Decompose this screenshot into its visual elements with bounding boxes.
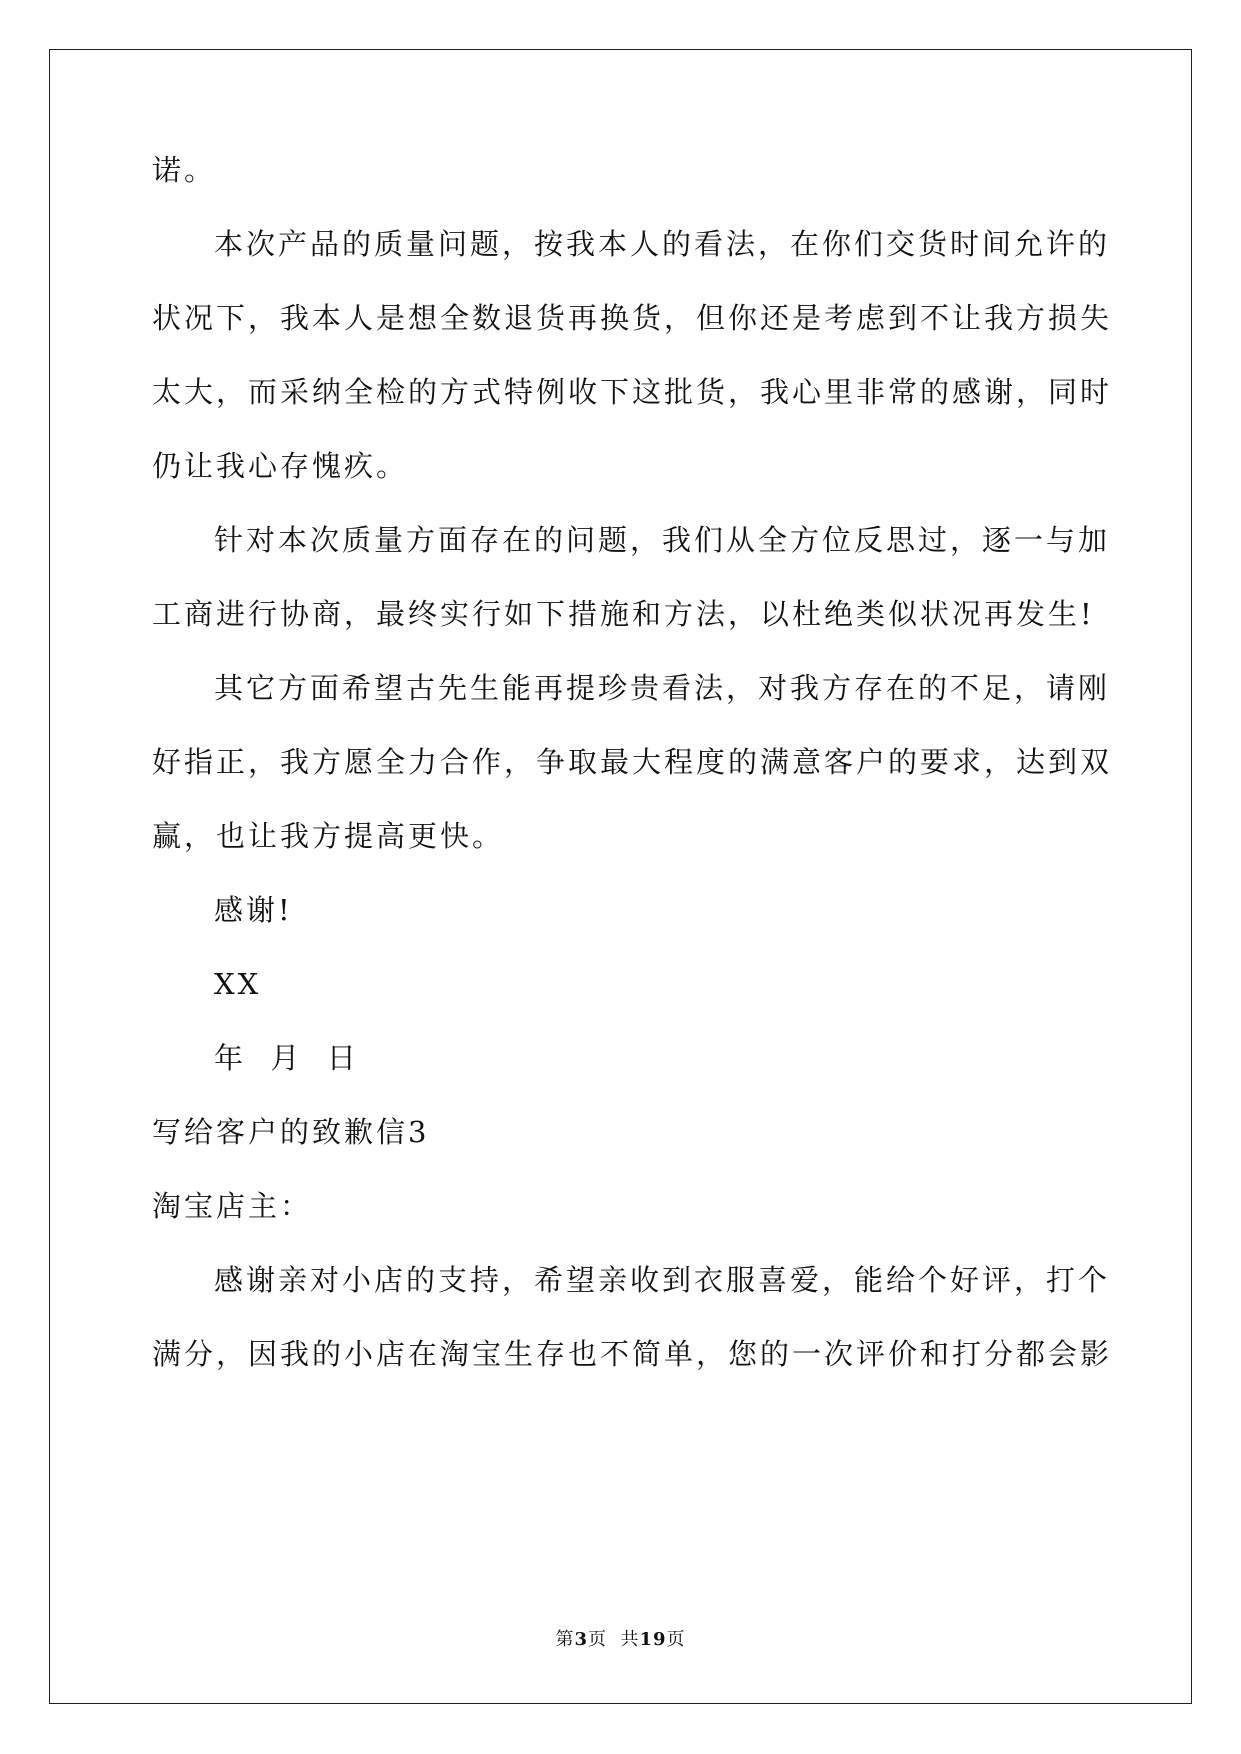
text-line: 仍让我心存愧疚。: [152, 449, 409, 483]
footer-middle: 页 共: [588, 1629, 640, 1650]
text-line: 诺。: [152, 153, 217, 187]
text-line: 感谢!: [214, 893, 293, 927]
text-line: 状况下，我本人是想全数退货再换货，但你还是考虑到不让我方损失: [152, 301, 1113, 335]
salutation: 淘宝店主：: [152, 1189, 313, 1223]
text-line: 太大，而采纳全检的方式特例收下这批货，我心里非常的感谢，同时: [152, 375, 1113, 409]
footer-prefix: 第: [555, 1629, 575, 1650]
text-line: 针对本次质量方面存在的问题，我们从全方位反思过，逐一与加: [214, 523, 1111, 557]
text-line: 感谢亲对小店的支持，希望亲收到衣服喜爱，能给个好评，打个: [214, 1263, 1111, 1297]
text-line: 本次产品的质量问题，按我本人的看法，在你们交货时间允许的: [214, 227, 1111, 261]
text-line: 满分，因我的小店在淘宝生存也不简单，您的一次评价和打分都会影: [152, 1337, 1113, 1371]
section-heading: 写给客户的致歉信3: [152, 1115, 430, 1149]
page-footer: [0, 1625, 1241, 1651]
footer-total-pages: 19: [639, 1629, 667, 1650]
text-line: XX: [214, 967, 262, 1001]
text-line: 工商进行协商，最终实行如下措施和方法，以杜绝类似状况再发生!: [152, 597, 1095, 631]
footer-page-number: 3: [574, 1629, 588, 1650]
text-line: 赢，也让我方提高更快。: [152, 819, 505, 853]
footer-suffix: 页: [666, 1629, 686, 1650]
text-line: 好指正，我方愿全力合作，争取最大程度的满意客户的要求，达到双: [152, 745, 1113, 779]
date-line: 年 月 日: [214, 1041, 359, 1075]
text-line: 其它方面希望古先生能再提珍贵看法，对我方存在的不足，请刚: [214, 671, 1111, 705]
